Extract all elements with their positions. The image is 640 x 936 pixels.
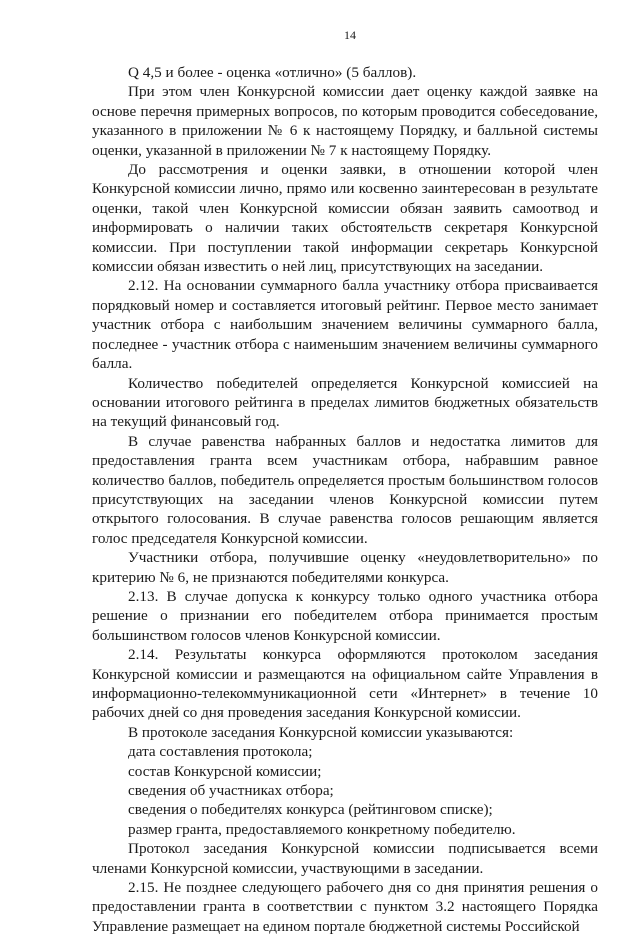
list-item-2: состав Конкурсной комиссии; <box>128 762 322 780</box>
paragraph-5: Количество победителей определяется Конкурсной комиссией на основании итогового рейтинга в пределах лимитов бюджетных обязательств на текущий финансовый год. <box>92 374 598 431</box>
paragraph-7: Участники отбора, получившие оценку «неудовлетворительно» по критерию № 6, не признаются победителями конкурса. <box>92 549 598 586</box>
list-item-3: сведения об участниках отбора; <box>128 782 334 800</box>
paragraph-11: Протокол заседания Конкурсной комиссии подписывается всеми членами Конкурсной комиссии, участвующими в заседании. <box>92 840 598 877</box>
list-item-4: сведения о победителях конкурса (рейтинговом списке); <box>128 801 493 819</box>
paragraph-3: До рассмотрения и оценки заявки, в отношении которой член Конкурсной комиссии лично, прямо или косвенно заинтересован в результате оценки, такой член Конкурсной комиссии обязан заявить самоотвод и информировать о наличии таких обстоятельств секретаря Конкурсной комиссии. При поступлении такой информации секретарь Конкурсной комиссии обязан известить о ней лиц, присутствующих на заседании. <box>92 161 598 276</box>
paragraph-12: 2.15. Не позднее следующего рабочего дня со дня принятия решения о предоставлении гранта в соответствии с пунктом 3.2 настоящего Порядка Управление размещает на едином портале бюджетной системы Российской <box>92 879 598 935</box>
paragraph-6: В случае равенства набранных баллов и недостатка лимитов для предоставления гранта всем участникам отбора, набравшим равное количество баллов, победитель определяется простым большинством голосов присутствующих на заседании членов Конкурсной комиссии путем открытого голосования. В случае равенства голосов решающим является голос председателя Конкурсной комиссии. <box>92 432 598 547</box>
list-item-1: дата составления протокола; <box>128 743 313 761</box>
document-body <box>92 63 598 936</box>
paragraph-2: При этом член Конкурсной комиссии дает оценку каждой заявке на основе перечня примерных вопросов, по которым проводится собеседование, указанного в приложении № 6 к настоящему Порядку, и балльной системы оценки, указанной в приложении № 7 к настоящему Порядку. <box>92 83 598 159</box>
paragraph-8: 2.13. В случае допуска к конкурсу только одного участника отбора решение о признании его победителем отбора принимается простым большинством голосов членов Конкурсной комиссии. <box>92 587 598 644</box>
paragraph-9: 2.14. Результаты конкурса оформляются протоколом заседания Конкурсной комиссии и размещаются на официальном сайте Управления в информационно-телекоммуникационной сети «Интернет» в течение 10 рабочих дней со дня проведения заседания Конкурсной комиссии. <box>92 646 598 722</box>
paragraph-4: 2.12. На основании суммарного балла участнику отбора присваивается порядковый номер и составляется итоговый рейтинг. Первое место занимает участник отбора с наибольшим значением величины суммарного балла, последнее - участник отбора с наименьшим значением величины суммарного балла. <box>92 277 598 373</box>
paragraph-1: Q 4,5 и более - оценка «отлично» (5 баллов). <box>128 64 417 81</box>
list-item-5: размер гранта, предоставляемого конкретному победителю. <box>128 820 516 838</box>
paragraph-10: В протоколе заседания Конкурсной комиссии указываются: <box>128 723 514 741</box>
page-number: 14 <box>344 28 356 42</box>
